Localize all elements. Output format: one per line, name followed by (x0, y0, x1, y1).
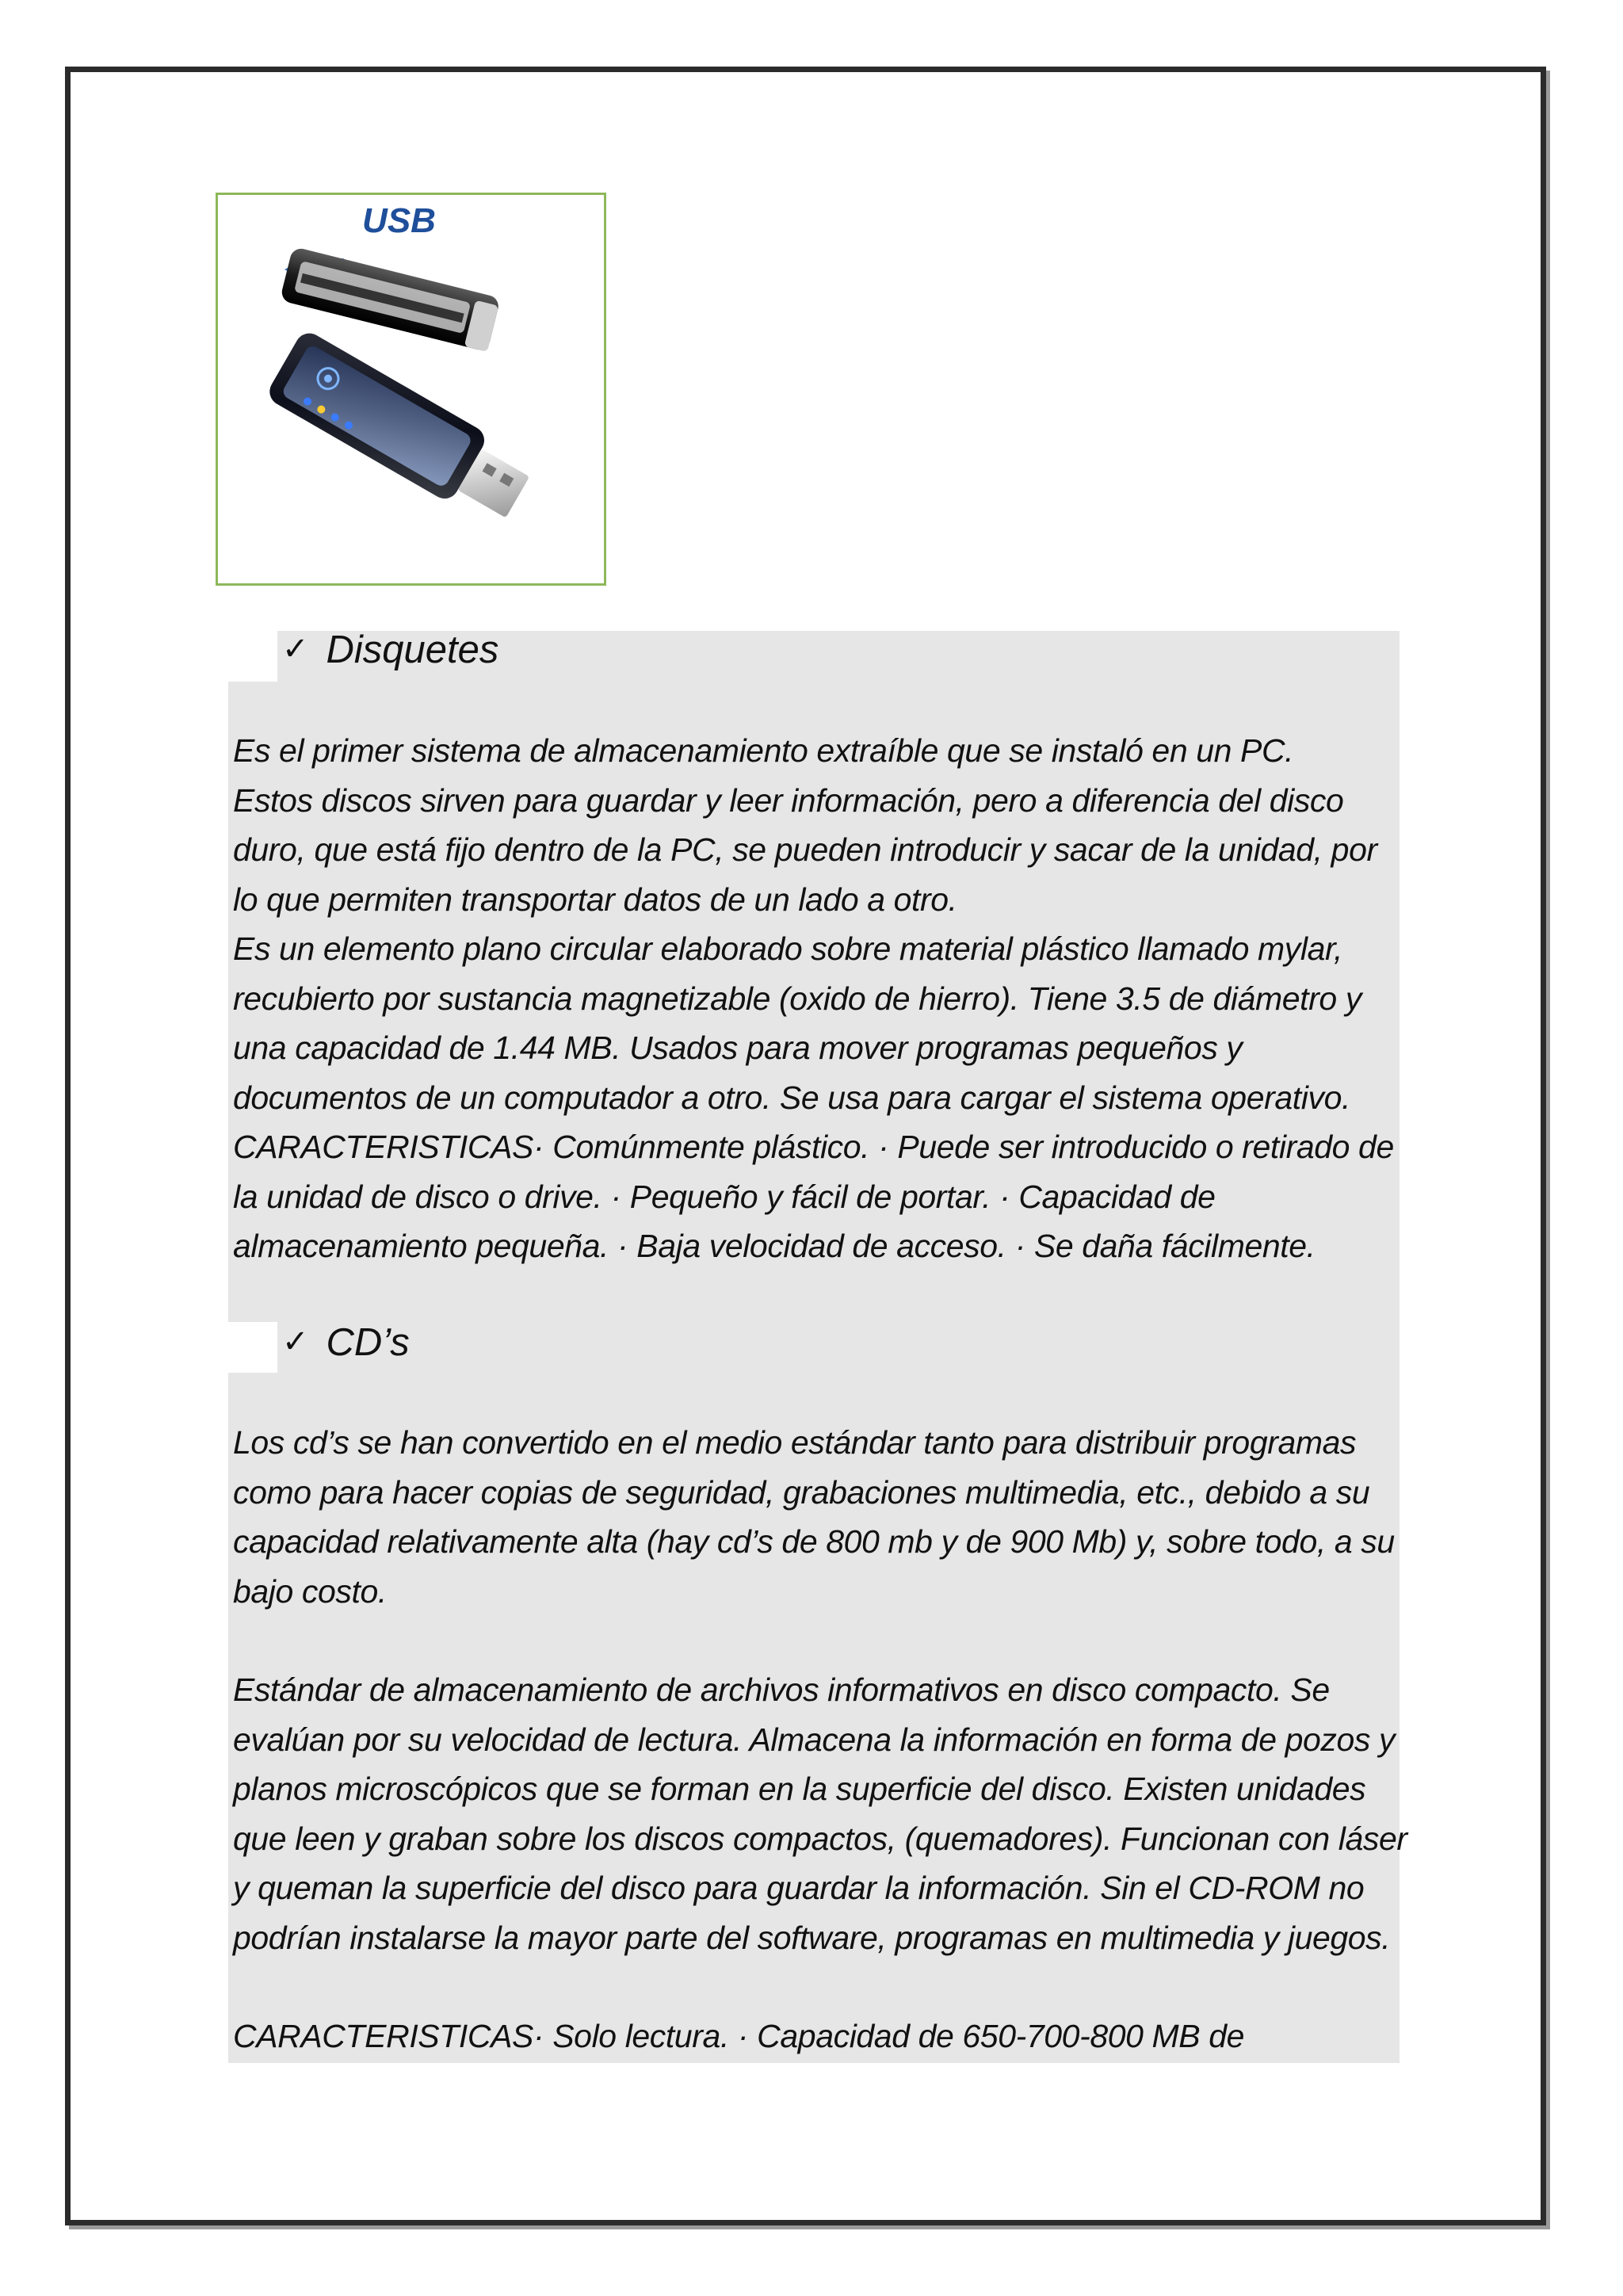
text-line: como para hacer copias de seguridad, grabaciones multimedia, etc., debido a su (233, 1473, 1370, 1511)
text-line: que leen y graban sobre los discos compactos, (quemadores). Funcionan con láser (233, 1820, 1407, 1857)
text-line: Es el primer sistema de almacenamiento extraíble que se instaló en un PC. (233, 732, 1294, 769)
checkmark-icon: ✓ (282, 631, 309, 667)
figure-caption: USB (362, 201, 436, 240)
usb-figure (216, 193, 606, 586)
text-line: Los cd’s se han convertido en el medio estándar tanto para distribuir programas (233, 1424, 1357, 1461)
paragraph-cds-1 (233, 1418, 1398, 1616)
text-line: capacidad relativamente alta (hay cd’s de 800 mb y de 900 Mb) y, sobre todo, a su (233, 1523, 1395, 1560)
usb-drive-image (218, 195, 604, 583)
text-line: duro, que está fijo dentro de la PC, se pueden introducir y sacar de la unidad, por (233, 831, 1377, 868)
paragraph-cds-3 (233, 2011, 1398, 2061)
heading-text: CD’s (326, 1321, 410, 1364)
text-line: Es un elemento plano circular elaborado sobre material plástico llamado mylar, (233, 930, 1342, 967)
text-line: recubierto por sustancia magnetizable (oxido de hierro). Tiene 3.5 de diámetro y (233, 980, 1361, 1017)
text-line: podrían instalarse la mayor parte del software, programas en multimedia y juegos. (233, 1919, 1391, 1956)
section-heading-disquetes (282, 628, 498, 672)
paragraph-disquetes (233, 726, 1398, 1271)
text-line: CARACTERISTICAS· Solo lectura. · Capacidad de 650-700-800 MB de (233, 2018, 1245, 2054)
text-line: lo que permiten transportar datos de un lado a otro. (233, 881, 957, 918)
section-heading-cds (282, 1320, 410, 1365)
text-line: bajo costo. (233, 1572, 387, 1610)
text-line: y queman la superficie del disco para guardar la información. Sin el CD-ROM no (233, 1870, 1365, 1906)
checkmark-icon: ✓ (282, 1324, 309, 1360)
text-line: planos microscópicos que se forman en la superficie del disco. Existen unidades (233, 1771, 1366, 1807)
heading-text: Disquetes (326, 628, 499, 671)
content-block (228, 628, 1407, 2063)
paragraph-cds-2 (233, 1665, 1407, 1962)
text-line: documentos de un computador a otro. Se usa para cargar el sistema operativo. (233, 1079, 1350, 1116)
text-line: la unidad de disco o drive. · Pequeño y fácil de portar. · Capacidad de (233, 1178, 1216, 1215)
text-line: Estos discos sirven para guardar y leer información, pero a diferencia del disco (233, 781, 1344, 819)
text-line: evalúan por su velocidad de lectura. Almacena la información en forma de pozos y (233, 1721, 1396, 1758)
heading-notch (228, 1322, 277, 1373)
text-line: almacenamiento pequeña. · Baja velocidad de acceso. · Se daña fácilmente. (233, 1228, 1316, 1264)
text-line: una capacidad de 1.44 MB. Usados para mover programas pequeños y (233, 1030, 1243, 1066)
heading-notch (228, 631, 277, 682)
text-line: Estándar de almacenamiento de archivos informativos en disco compacto. Se (233, 1671, 1330, 1708)
text-line: CARACTERISTICAS· Comúnmente plástico. · Puede ser introducido o retirado de (233, 1129, 1394, 1165)
